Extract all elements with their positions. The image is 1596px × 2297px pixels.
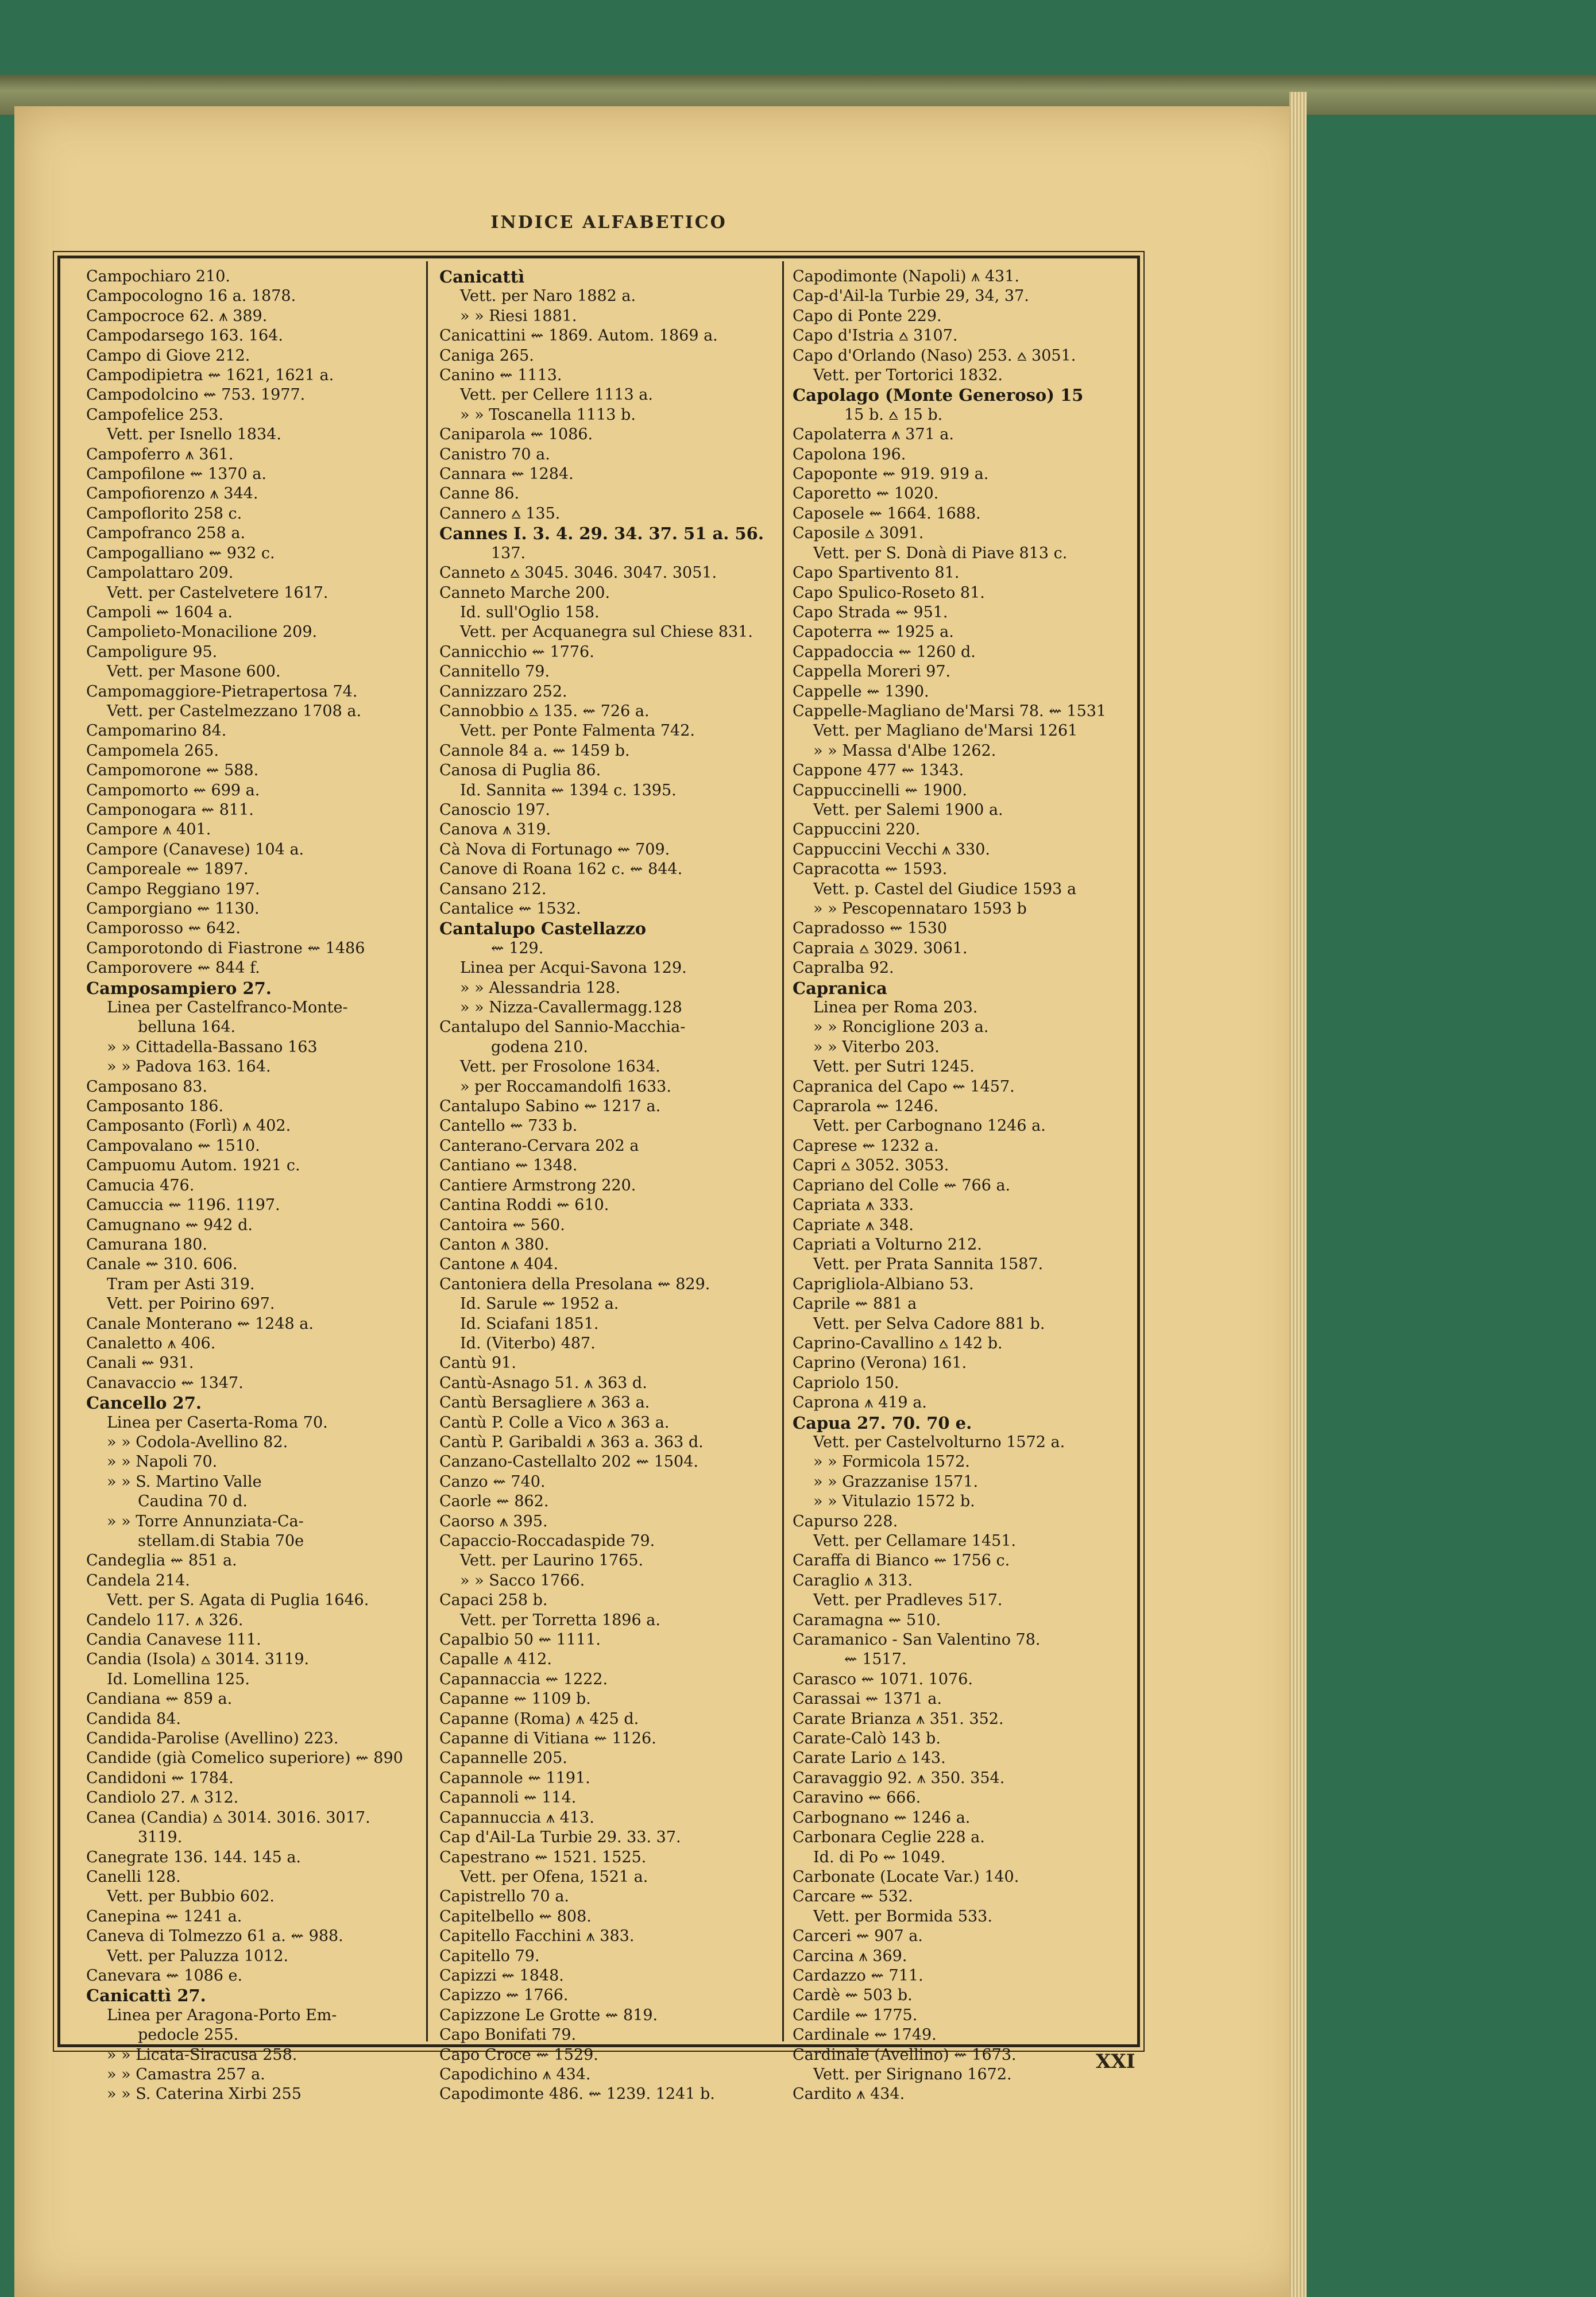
index-entry: Vett. per Laurino 1765. [460, 1552, 644, 1570]
index-entry: Vett. per Castelvolturno 1572 a. [813, 1433, 1065, 1451]
index-entry: Carate Brianza ⩚ 351. 352. [793, 1710, 1004, 1728]
index-entry: Capo Spartivento 81. [793, 564, 960, 582]
index-entry: Canicattì 27. [86, 1986, 206, 2006]
index-entry: Capizzo ⇜ 1766. [439, 1986, 569, 2005]
index-entry: Cantù Bersagliere ⩚ 363 a. [439, 1394, 650, 1412]
index-entry: Campodolcino ⇜ 753. 1977. [86, 386, 306, 404]
page-title: INDICE ALFABETICO [490, 212, 727, 233]
index-entry: Campochiaro 210. [86, 268, 231, 285]
index-entry: Cappelle-Magliano de'Marsi 78. ⇜ 1531 [793, 702, 1107, 720]
index-entry: Candia (Isola) ⩟ 3014. 3119. [86, 1650, 310, 1669]
index-entry: Caposile ⩟ 3091. [793, 524, 924, 543]
index-entry: Canevara ⇜ 1086 e. [86, 1966, 243, 1985]
index-entry: Capizzone Le Grotte ⇜ 819. [439, 2006, 658, 2024]
index-entry: Cardè ⇜ 503 b. [793, 1986, 913, 2005]
index-entry: Vett. per Selva Cadore 881 b. [813, 1314, 1045, 1333]
index-entry: Caprigliola-Albiano 53. [793, 1275, 974, 1293]
index-entry: Vett. per Magliano de'Marsi 1261 [813, 722, 1078, 740]
index-entry: Camposano 83. [86, 1077, 208, 1096]
index-entry: Capriata ⩚ 333. [793, 1196, 914, 1215]
index-entry: Cappadoccia ⇜ 1260 d. [793, 643, 976, 661]
index-entry: Tram per Asti 319. [107, 1275, 255, 1293]
index-entry: » » Camastra 257 a. [107, 2065, 265, 2083]
index-entry: Capri ⩟ 3052. 3053. [793, 1157, 949, 1175]
index-entry: Vett. per Poirino 697. [107, 1295, 275, 1313]
index-entry: Capolona 196. [793, 445, 906, 463]
index-entry: Vett. per Ponte Falmenta 742. [460, 722, 695, 740]
index-entry: Canale ⇜ 310. 606. [86, 1255, 238, 1274]
index-entry: Canosa di Puglia 86. [439, 761, 601, 780]
index-entry: Campodipietra ⇜ 1621, 1621 a. [86, 366, 334, 385]
index-entry: Linea per Acqui-Savona 129. [460, 959, 687, 977]
index-entry: Cardazzo ⇜ 711. [793, 1966, 923, 1985]
index-entry: Linea per Caserta-Roma 70. [107, 1413, 328, 1432]
index-entry: Id. di Po ⇜ 1049. [813, 1848, 946, 1866]
index-entry: Capitelbello ⇜ 808. [439, 1907, 592, 1925]
index-entry: Camporeale ⇜ 1897. [86, 860, 249, 879]
index-entry: Vett. per Cellamare 1451. [813, 1532, 1017, 1550]
index-entry: » » Toscanella 1113 b. [460, 405, 636, 424]
index-entry: Vett. per Salemi 1900 a. [813, 801, 1003, 819]
index-entry: Candia Canavese 111. [86, 1631, 261, 1649]
index-entry: Campoli ⇜ 1604 a. [86, 603, 233, 621]
index-entry: Canali ⇜ 931. [86, 1354, 194, 1372]
index-entry: Campomorone ⇜ 588. [86, 761, 259, 780]
index-entry: » » S. Caterina Xirbi 255 [107, 2085, 302, 2103]
index-entry: Cancello 27. [86, 1393, 202, 1413]
index-entry: pedocle 255. [138, 2026, 239, 2044]
index-entry: Cardito ⩚ 434. [793, 2085, 905, 2103]
index-entry: Camporovere ⇜ 844 f. [86, 959, 260, 977]
index-entry: Campomarino 84. [86, 722, 227, 740]
index-entry: Capannelle 205. [439, 1749, 567, 1768]
index-entry: Campogalliano ⇜ 932 c. [86, 544, 275, 562]
index-entry: Cannobbio ⩟ 135. ⇜ 726 a. [439, 702, 650, 720]
index-entry: Vett. per Acquanegra sul Chiese 831. [460, 623, 753, 641]
index-entry: Capo Croce ⇜ 1529. [439, 2045, 598, 2064]
index-entry: Cannizzaro 252. [439, 682, 567, 701]
index-entry: » » Sacco 1766. [460, 1571, 585, 1590]
index-entry: Caporetto ⇜ 1020. [793, 485, 939, 503]
index-entry: Capo d'Istria ⩟ 3107. [793, 327, 958, 345]
index-entry: Linea per Roma 203. [813, 999, 978, 1017]
index-entry: Carcare ⇜ 532. [793, 1888, 913, 1906]
index-entry: Carcina ⩚ 369. [793, 1947, 907, 1965]
index-entry: Camugnano ⇜ 942 d. [86, 1216, 253, 1234]
index-entry: Capizzi ⇜ 1848. [439, 1966, 564, 1985]
index-entry: Canicattini ⇜ 1869. Autom. 1869 a. [439, 327, 718, 345]
index-entry: ⇜ 1517. [844, 1650, 907, 1669]
index-entry: Campovalano ⇜ 1510. [86, 1136, 260, 1155]
index-entry: Cap-d'Ail-la Turbie 29, 34, 37. [793, 287, 1029, 306]
index-entry: Campomela 265. [86, 741, 219, 760]
index-entry: Campuomu Autom. 1921 c. [86, 1157, 300, 1175]
page-edges [1289, 92, 1307, 2297]
index-entry: Capo Strada ⇜ 951. [793, 603, 948, 621]
index-entry: Cap d'Ail-La Turbie 29. 33. 37. [439, 1828, 681, 1847]
index-entry: Caneva di Tolmezzo 61 a. ⇜ 988. [86, 1927, 343, 1946]
index-entry: Vett. per Prata Sannita 1587. [813, 1255, 1044, 1274]
index-entry: Campo di Giove 212. [86, 346, 250, 365]
index-entry: Candiolo 27. ⩚ 312. [86, 1789, 239, 1807]
index-entry: Caprarola ⇜ 1246. [793, 1097, 939, 1116]
index-column-2 [439, 267, 778, 2103]
index-entry: Canea (Candia) ⩟ 3014. 3016. 3017. [86, 1808, 370, 1827]
index-entry: Campore ⩚ 401. [86, 821, 211, 839]
index-entry: Canterano-Cervara 202 a [439, 1136, 639, 1155]
index-entry: Capannole ⇜ 1191. [439, 1769, 590, 1787]
index-entry: belluna 164. [138, 1018, 236, 1037]
index-entry: Caudina 70 d. [138, 1492, 248, 1511]
index-entry: Cannara ⇜ 1284. [439, 465, 574, 484]
index-entry: Canoscio 197. [439, 801, 550, 819]
index-entry: Capoterra ⇜ 1925 a. [793, 623, 954, 641]
index-entry: Canzano-Castellalto 202 ⇜ 1504. [439, 1453, 698, 1471]
index-entry: Cantalupo Castellazzo [439, 919, 647, 939]
index-entry: Caorle ⇜ 862. [439, 1492, 549, 1511]
index-entry: Capraia ⩟ 3029. 3061. [793, 939, 968, 957]
index-entry: Vett. per S. Agata di Puglia 1646. [107, 1591, 369, 1610]
index-entry: Canelli 128. [86, 1867, 181, 1886]
index-entry: Capranica del Capo ⇜ 1457. [793, 1077, 1015, 1096]
index-entry: Caposele ⇜ 1664. 1688. [793, 504, 981, 523]
index-entry: Campoflorito 258 c. [86, 504, 242, 523]
index-entry: Canicattì [439, 267, 525, 287]
index-entry: Capoponte ⇜ 919. 919 a. [793, 465, 989, 484]
index-entry: Caprile ⇜ 881 a [793, 1295, 917, 1313]
index-entry: » » Alessandria 128. [460, 979, 621, 997]
index-entry: Capaci 258 b. [439, 1591, 548, 1610]
index-entry: Vett. per Paluzza 1012. [107, 1947, 289, 1965]
column-rule [782, 261, 784, 2041]
index-entry: Canale Monterano ⇜ 1248 a. [86, 1314, 314, 1333]
index-entry: Capriano del Colle ⇜ 766 a. [793, 1176, 1011, 1194]
index-entry: ⇜ 129. [491, 939, 544, 957]
index-entry: Campofelice 253. [86, 405, 223, 424]
index-entry: Id. Lomellina 125. [107, 1670, 250, 1688]
index-entry: Cappuccini 220. [793, 821, 921, 839]
index-entry: Camporosso ⇜ 642. [86, 919, 241, 938]
index-entry: Canton ⩚ 380. [439, 1235, 550, 1254]
index-entry: Campoligure 95. [86, 643, 218, 661]
index-entry: Vett. per Sutri 1245. [813, 1058, 975, 1076]
index-entry: Capistrello 70 a. [439, 1888, 569, 1906]
index-entry: Camposanto (Forlì) ⩚ 402. [86, 1117, 291, 1135]
index-entry: Cantalice ⇜ 1532. [439, 900, 581, 918]
index-entry: Candide (già Comelico superiore) ⇜ 890 [86, 1749, 403, 1768]
index-entry: Capracotta ⇜ 1593. [793, 860, 948, 879]
index-entry: Carbonara Ceglie 228 a. [793, 1828, 985, 1847]
index-entry: Camponogara ⇜ 811. [86, 801, 254, 819]
index-entry: » » Massa d'Albe 1262. [813, 741, 996, 760]
index-entry: Canzo ⇜ 740. [439, 1472, 546, 1491]
index-entry: » » Padova 163. 164. [107, 1058, 271, 1076]
index-entry: Cansano 212. [439, 880, 547, 898]
index-entry: Cappuccini Vecchi ⩚ 330. [793, 840, 990, 859]
index-entry: Capalbio 50 ⇜ 1111. [439, 1631, 601, 1649]
index-entry: Capodimonte (Napoli) ⩚ 431. [793, 268, 1019, 285]
index-entry: 15 b. ⩟ 15 b. [844, 405, 943, 424]
index-entry: Camucia 476. [86, 1176, 195, 1194]
index-entry: » » Riesi 1881. [460, 307, 577, 325]
index-entry: Caprino (Verona) 161. [793, 1354, 967, 1372]
index-entry: Capriolo 150. [793, 1374, 899, 1392]
index-entry: Cantoira ⇜ 560. [439, 1216, 565, 1234]
index-entry: Carate-Calò 143 b. [793, 1730, 941, 1748]
index-entry: Caraffa di Bianco ⇜ 1756 c. [793, 1552, 1010, 1570]
index-entry: Vett. p. Castel del Giudice 1593 a [813, 880, 1077, 898]
index-entry: Capodichino ⩚ 434. [439, 2065, 591, 2083]
index-entry: Campofiorenzo ⩚ 344. [86, 485, 258, 503]
index-entry: 137. [491, 544, 526, 562]
index-entry: Campofranco 258 a. [86, 524, 246, 543]
index-entry: Vett. per Ofena, 1521 a. [460, 1867, 648, 1886]
index-entry: Capanne di Vitiana ⇜ 1126. [439, 1730, 656, 1748]
index-entry: Caravino ⇜ 666. [793, 1789, 921, 1807]
index-entry: Vett. per Torretta 1896 a. [460, 1611, 660, 1629]
index-entry: Capriati a Volturno 212. [793, 1235, 982, 1254]
index-entry: Campolattaro 209. [86, 564, 234, 582]
index-entry: Id. sull'Oglio 158. [460, 603, 600, 621]
index-entry: godena 210. [491, 1038, 588, 1056]
index-entry: Capalle ⩚ 412. [439, 1650, 552, 1669]
index-entry: Capo Bonifati 79. [439, 2026, 577, 2044]
index-entry: Campomaggiore-Pietrapertosa 74. [86, 682, 358, 701]
index-entry: Campore (Canavese) 104 a. [86, 840, 304, 859]
index-entry: Capradosso ⇜ 1530 [793, 919, 948, 938]
index-entry: Vett. per Tortorici 1832. [813, 366, 1003, 385]
index-entry: Capaccio-Roccadaspide 79. [439, 1532, 655, 1550]
index-entry: Vett. per Cellere 1113 a. [460, 386, 653, 404]
index-entry: Capodimonte 486. ⇜ 1239. 1241 b. [439, 2085, 715, 2103]
index-entry: Id. Sannita ⇜ 1394 c. 1395. [460, 781, 677, 799]
index-entry: Canegrate 136. 144. 145 a. [86, 1848, 302, 1866]
index-entry: Caorso ⩚ 395. [439, 1512, 548, 1530]
index-entry: Cantalupo Sabino ⇜ 1217 a. [439, 1097, 661, 1116]
index-entry: Campo Reggiano 197. [86, 880, 260, 898]
index-entry: Carassai ⇜ 1371 a. [793, 1690, 942, 1708]
page-number: XXI [1096, 2050, 1135, 2073]
index-entry: Capolaterra ⩚ 371 a. [793, 426, 954, 444]
index-entry: Cantù P. Colle a Vico ⩚ 363 a. [439, 1413, 670, 1432]
index-entry: Capralba 92. [793, 959, 894, 977]
index-entry: Candelo 117. ⩚ 326. [86, 1611, 244, 1629]
index-entry: Candida-Parolise (Avellino) 223. [86, 1730, 339, 1748]
index-entry: Campodarsego 163. 164. [86, 327, 283, 345]
index-entry: Cappelle ⇜ 1390. [793, 682, 929, 701]
index-entry: Vett. per Pradleves 517. [813, 1591, 1003, 1610]
index-entry: Cantiere Armstrong 220. [439, 1176, 636, 1194]
index-entry: Canistro 70 a. [439, 445, 550, 463]
index-entry: Carbognano ⇜ 1246 a. [793, 1808, 971, 1827]
index-entry: Cantù-Asnago 51. ⩚ 363 d. [439, 1374, 647, 1392]
index-entry: Capanne ⇜ 1109 b. [439, 1690, 591, 1708]
index-entry: Caniga 265. [439, 346, 534, 365]
index-entry: Camporgiano ⇜ 1130. [86, 900, 260, 918]
index-entry: Cantone ⩚ 404. [439, 1255, 559, 1274]
index-entry: Carbonate (Locate Var.) 140. [793, 1867, 1019, 1886]
index-entry: 3119. [138, 1828, 183, 1847]
index-entry: » » S. Martino Valle [107, 1472, 262, 1491]
index-entry: Vett. per Naro 1882 a. [460, 287, 636, 306]
index-entry: Camposanto 186. [86, 1097, 224, 1116]
index-entry: Campoferro ⩚ 361. [86, 445, 234, 463]
index-entry: Candida 84. [86, 1710, 181, 1728]
index-entry: Caraglio ⩚ 313. [793, 1571, 913, 1590]
index-entry: Campocologno 16 a. 1878. [86, 287, 296, 306]
index-entry: Caramanico - San Valentino 78. [793, 1631, 1041, 1649]
index-entry: Candela 214. [86, 1571, 190, 1590]
index-entry: Candeglia ⇜ 851 a. [86, 1552, 237, 1570]
index-entry: » » Ronciglione 203 a. [813, 1018, 989, 1037]
index-entry: Capannoli ⇜ 114. [439, 1789, 577, 1807]
index-entry: Capriate ⩚ 348. [793, 1216, 914, 1234]
index-entry: Caprona ⩚ 419 a. [793, 1394, 927, 1412]
index-entry: Caprese ⇜ 1232 a. [793, 1136, 939, 1155]
index-entry: Cappone 477 ⇜ 1343. [793, 761, 964, 780]
index-entry: » » Grazzanise 1571. [813, 1472, 979, 1491]
index-entry: Cappella Moreri 97. [793, 663, 951, 681]
index-entry: Capurso 228. [793, 1512, 898, 1530]
index-entry: Caramagna ⇜ 510. [793, 1611, 941, 1629]
index-entry: Vett. per Carbognano 1246 a. [813, 1117, 1046, 1135]
index-entry: » » Codola-Avellino 82. [107, 1433, 288, 1451]
column-rule [426, 261, 428, 2041]
index-entry: Canova ⩚ 319. [439, 821, 551, 839]
index-entry: Canove di Roana 162 c. ⇜ 844. [439, 860, 683, 879]
index-entry: » » Napoli 70. [107, 1453, 218, 1471]
index-entry: Cannes I. 3. 4. 29. 34. 37. 51 a. 56. [439, 524, 764, 544]
index-entry: Cardinale ⇜ 1749. [793, 2026, 937, 2044]
index-entry: Vett. per Frosolone 1634. [460, 1058, 660, 1076]
index-entry: » » Torre Annunziata-Ca- [107, 1512, 304, 1530]
index-entry: Camporotondo di Fiastrone ⇜ 1486 [86, 939, 365, 957]
index-entry: Capo di Ponte 229. [793, 307, 942, 325]
index-entry: » » Viterbo 203. [813, 1038, 940, 1056]
index-entry: » » Cittadella-Bassano 163 [107, 1038, 318, 1056]
index-entry: Camurana 180. [86, 1235, 207, 1254]
index-entry: Cantù 91. [439, 1354, 516, 1372]
index-entry: Cantello ⇜ 733 b. [439, 1117, 578, 1135]
index-entry: Capo Spulico-Roseto 81. [793, 583, 985, 602]
index-entry: Vett. per Castelmezzano 1708 a. [107, 702, 362, 720]
index-entry: Campocroce 62. ⩚ 389. [86, 307, 268, 325]
index-entry: Capanne (Roma) ⩚ 425 d. [439, 1710, 639, 1728]
index-entry: stellam.di Stabia 70e [138, 1532, 304, 1550]
index-entry: Cantalupo del Sannio-Macchia- [439, 1018, 686, 1037]
index-entry: Canneto ⩟ 3045. 3046. 3047. 3051. [439, 564, 717, 582]
index-entry: Cannole 84 a. ⇜ 1459 b. [439, 741, 630, 760]
index-entry: Cantù P. Garibaldi ⩚ 363 a. 363 d. [439, 1433, 704, 1451]
index-entry: Candidoni ⇜ 1784. [86, 1769, 234, 1787]
index-column-1 [86, 267, 416, 2103]
index-entry: Capranica [793, 978, 887, 998]
index-entry: Carate Lario ⩟ 143. [793, 1749, 946, 1768]
index-entry: Candiana ⇜ 859 a. [86, 1690, 233, 1708]
index-entry: Camposampiero 27. [86, 978, 272, 998]
index-entry: Carasco ⇜ 1071. 1076. [793, 1670, 973, 1688]
index-entry: Id. Sciafani 1851. [460, 1314, 599, 1333]
index-entry: Cardile ⇜ 1775. [793, 2006, 918, 2024]
index-entry: Campolieto-Monacilione 209. [86, 623, 318, 641]
index-entry: » » Nizza-Cavallermagg.128 [460, 999, 682, 1017]
index-entry: Campomorto ⇜ 699 a. [86, 781, 260, 799]
index-entry: Capestrano ⇜ 1521. 1525. [439, 1848, 647, 1866]
index-entry: Caprino-Cavallino ⩟ 142 b. [793, 1334, 1003, 1352]
index-entry: » » Pescopennataro 1593 b [813, 900, 1027, 918]
index-entry: Canne 86. [439, 485, 520, 503]
index-entry: Camuccia ⇜ 1196. 1197. [86, 1196, 280, 1215]
index-entry: Cannicchio ⇜ 1776. [439, 643, 594, 661]
index-entry: » » Vitulazio 1572 b. [813, 1492, 975, 1511]
index-entry: Vett. per Castelvetere 1617. [107, 583, 329, 602]
index-entry: Vett. per Isnello 1834. [107, 426, 281, 444]
index-entry: Vett. per Bormida 533. [813, 1907, 992, 1925]
index-entry: Linea per Aragona-Porto Em- [107, 2006, 337, 2024]
index-entry: Vett. per Bubbio 602. [107, 1888, 275, 1906]
index-entry: Caniparola ⇜ 1086. [439, 426, 593, 444]
index-entry: Cappuccinelli ⇜ 1900. [793, 781, 967, 799]
index-entry: Canino ⇜ 1113. [439, 366, 562, 385]
index-entry: Cantiano ⇜ 1348. [439, 1157, 578, 1175]
index-entry: » » Licata-Siracusa 258. [107, 2045, 297, 2064]
index-entry: Id. (Viterbo) 487. [460, 1334, 596, 1352]
index-entry: Cardinale (Avellino) ⇜ 1673. [793, 2045, 1017, 2064]
index-entry: Id. Sarule ⇜ 1952 a. [460, 1295, 619, 1313]
index-entry: Capannaccia ⇜ 1222. [439, 1670, 608, 1688]
index-entry: Linea per Castelfranco-Monte- [107, 999, 348, 1017]
index-entry: Cannitello 79. [439, 663, 550, 681]
index-entry: Capo d'Orlando (Naso) 253. ⩟ 3051. [793, 346, 1076, 365]
index-entry: Vett. per Sirignano 1672. [813, 2065, 1012, 2083]
index-entry: Vett. per S. Donà di Piave 813 c. [813, 544, 1068, 562]
index-entry: Capannuccia ⩚ 413. [439, 1808, 594, 1827]
index-entry: Capitello 79. [439, 1947, 540, 1965]
index-entry: Cà Nova di Fortunago ⇜ 709. [439, 840, 670, 859]
index-entry: Cantoniera della Presolana ⇜ 829. [439, 1275, 710, 1293]
index-entry: Canneto Marche 200. [439, 583, 610, 602]
index-entry: » per Roccamandolfi 1633. [460, 1077, 671, 1096]
index-entry: Canaletto ⩚ 406. [86, 1334, 216, 1352]
index-entry: Capitello Facchini ⩚ 383. [439, 1927, 635, 1946]
index-entry: Carceri ⇜ 907 a. [793, 1927, 923, 1946]
index-entry: Capolago (Monte Generoso) 15 [793, 385, 1084, 405]
index-entry: Vett. per Masone 600. [107, 663, 281, 681]
index-entry: Canepina ⇜ 1241 a. [86, 1907, 242, 1925]
index-entry: » » Formicola 1572. [813, 1453, 970, 1471]
index-entry: Capua 27. 70. 70 e. [793, 1413, 972, 1433]
index-entry: Campofilone ⇜ 1370 a. [86, 465, 266, 484]
index-entry: Cantina Roddi ⇜ 610. [439, 1196, 609, 1215]
index-entry: Canavaccio ⇜ 1347. [86, 1374, 244, 1392]
index-entry: Caravaggio 92. ⩚ 350. 354. [793, 1769, 1005, 1787]
index-entry: Cannero ⩟ 135. [439, 504, 561, 523]
